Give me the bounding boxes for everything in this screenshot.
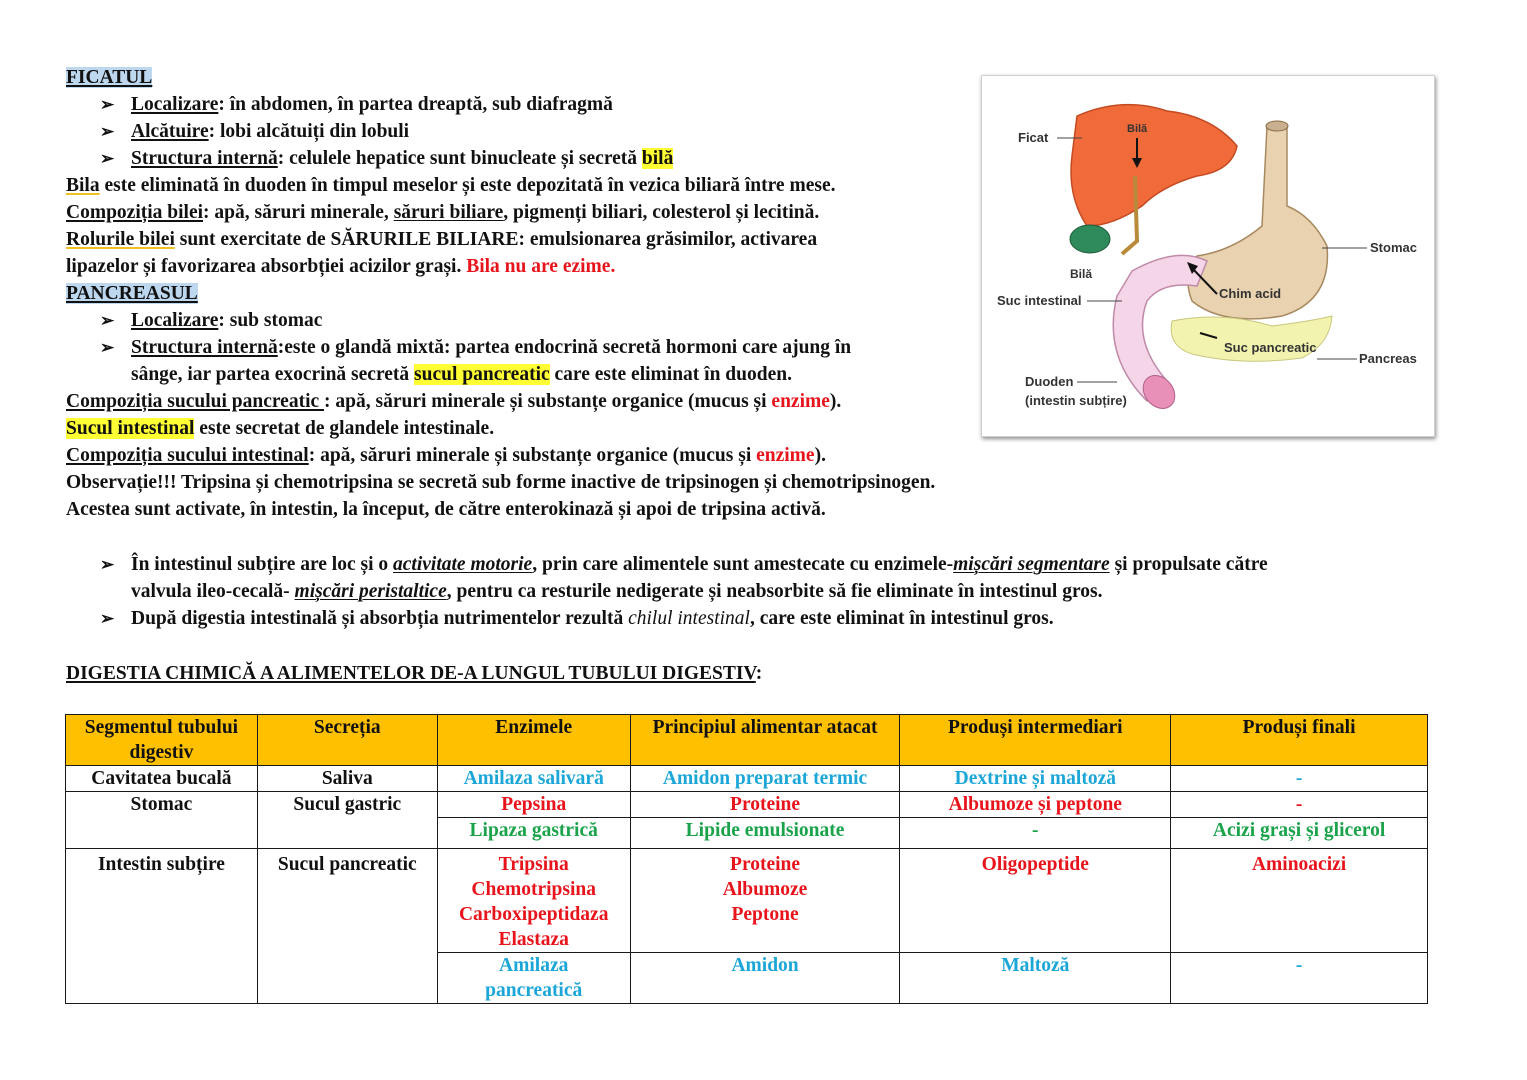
observatie-line-1: Observație!!! Tripsina și chemotripsina se secretă sub forme inactive de tripsinogen și chemotripsinogen. <box>66 472 936 493</box>
table-row: Lipaza gastrică Lipide emulsionate - Acizi grași și glicerol <box>66 818 1428 849</box>
header-intermediate: Produși intermediari <box>900 715 1171 766</box>
table-row: Intestin subțire Sucul pancreatic Tripsina Chemotripsina Carboxipeptidaza Elastaza Proteine Albumoze Peptone Oligopeptide Aminoacizi <box>66 849 1428 953</box>
digestion-table <box>65 714 1428 1004</box>
label-bila-left: Bilă <box>1070 267 1093 281</box>
arrow-bullet-icon: ➢ <box>100 311 115 330</box>
intestin-bullet-chil: ➢ După digestia intestinală și absorbția nutrimentelor rezultă chilul intestinal, care este eliminat în intestinul gros. <box>100 605 1054 632</box>
pancreasul-bullet-localizare: ➢ Localizare: sub stomac <box>100 307 322 334</box>
rolurile-bilei-paragraph: Rolurile bilei sunt exercitate de SĂRURILE BILIARE: emulsionarea grăsimilor, activarea <box>66 229 818 250</box>
label-bila-top: Bilă <box>1127 123 1148 135</box>
suc-intestinal-paragraph: Sucul intestinal este secretat de glandele intestinale. <box>66 418 495 439</box>
header-final: Produși finali <box>1171 715 1428 766</box>
header-segment: Segmentul tubului digestiv <box>66 715 258 766</box>
digestive-organs-illustration <box>982 76 1434 436</box>
table-row: Cavitatea bucală Saliva Amilaza salivară Amidon preparat termic Dextrine și maltoză - <box>66 766 1428 792</box>
table-header-row <box>66 715 1428 766</box>
compozitia-pancreatic-paragraph: Compoziția sucului pancreatic : apă, săruri minerale și substanțe organice (mucus și enzime). <box>66 391 842 412</box>
arrow-bullet-icon: ➢ <box>100 555 115 574</box>
label-suc-pancreatic: Suc pancreatic <box>1224 340 1317 355</box>
gallbladder-shape <box>1070 225 1110 253</box>
label-duoden: Duoden <box>1025 374 1074 389</box>
pancreasul-structura-continuation: sânge, iar partea exocrină secretă sucul pancreatic care este eliminat în duoden. <box>131 364 792 385</box>
arrow-bullet-icon: ➢ <box>100 338 115 357</box>
section-title: DIGESTIA CHIMICĂ A ALIMENTELOR DE-A LUNGUL TUBULUI DIGESTIV: <box>66 663 763 684</box>
arrow-bullet-icon: ➢ <box>100 122 115 141</box>
digestive-organs-figure <box>981 75 1435 437</box>
ficatul-bullet-localizare: ➢ Localizare: în abdomen, în partea dreaptă, sub diafragmă <box>100 91 613 118</box>
label-chim-acid: Chim acid <box>1219 286 1282 301</box>
compozitia-intestinal-paragraph: Compoziția sucului intestinal: apă, săruri minerale și substanțe organice (mucus și enzime). <box>66 445 826 466</box>
compozitia-bilei-paragraph: Compoziția bilei: apă, săruri minerale, săruri biliare, pigmenți biliari, colesterol și lecitină. <box>66 202 820 223</box>
arrow-bullet-icon: ➢ <box>100 95 115 114</box>
esophagus-opening <box>1266 121 1288 131</box>
header-substrate: Principiul alimentar atacat <box>630 715 900 766</box>
label-suc-intestinal: Suc intestinal <box>997 293 1082 308</box>
liver-shape <box>1071 105 1237 226</box>
intestin-bullet-motorie: ➢ În intestinul subțire are loc și o activitate motorie, prin care alimentele sunt amestecate cu enzimele-mișcări segmentare și propulsate către <box>100 551 1268 578</box>
label-duoden-sub: (intestin subțire) <box>1025 393 1127 408</box>
ficatul-title: FICATUL <box>66 67 153 88</box>
pancreasul-bullet-structura: ➢ Structura internă:este o glandă mixtă: partea endocrină secretă hormoni care ajung în <box>100 334 851 361</box>
arrow-bullet-icon: ➢ <box>100 609 115 628</box>
observatie-line-2: Acestea sunt activate, în intestin, la început, de către enterokinază și apoi de tripsina activă. <box>66 499 826 520</box>
ficatul-bullet-structura: ➢ Structura internă: celulele hepatice sunt binucleate și secretă bilă <box>100 145 673 172</box>
header-enzymes: Enzimele <box>437 715 630 766</box>
intestin-bullet-motorie-continuation: valvula ileo-cecală- mișcări peristaltice, pentru ca resturile nedigerate și neabsorbite să fie eliminate în intestinul gros. <box>131 581 1103 602</box>
heading-ficatul <box>66 64 152 91</box>
bila-paragraph: Bila este eliminată în duoden în timpul meselor și este depozitată în vezica biliară între mese. <box>66 175 836 196</box>
header-secretion: Secreția <box>257 715 437 766</box>
table-row: Amilaza pancreatică Amidon Maltoză - <box>66 953 1428 1004</box>
table-row: Stomac Sucul gastric Pepsina Proteine Albumoze și peptone - <box>66 792 1428 818</box>
rolurile-bilei-continuation: lipazelor și favorizarea absorbției acizilor grași. Bila nu are ezime. <box>66 256 616 277</box>
label-ficat: Ficat <box>1018 130 1049 145</box>
pancreasul-title: PANCREASUL <box>66 283 198 304</box>
ficatul-bullet-alcatuire: ➢ Alcătuire: lobi alcătuiți din lobuli <box>100 118 409 145</box>
label-stomac: Stomac <box>1370 240 1417 255</box>
heading-pancreasul <box>66 280 198 307</box>
arrow-bullet-icon: ➢ <box>100 149 115 168</box>
label-pancreas: Pancreas <box>1359 351 1417 366</box>
